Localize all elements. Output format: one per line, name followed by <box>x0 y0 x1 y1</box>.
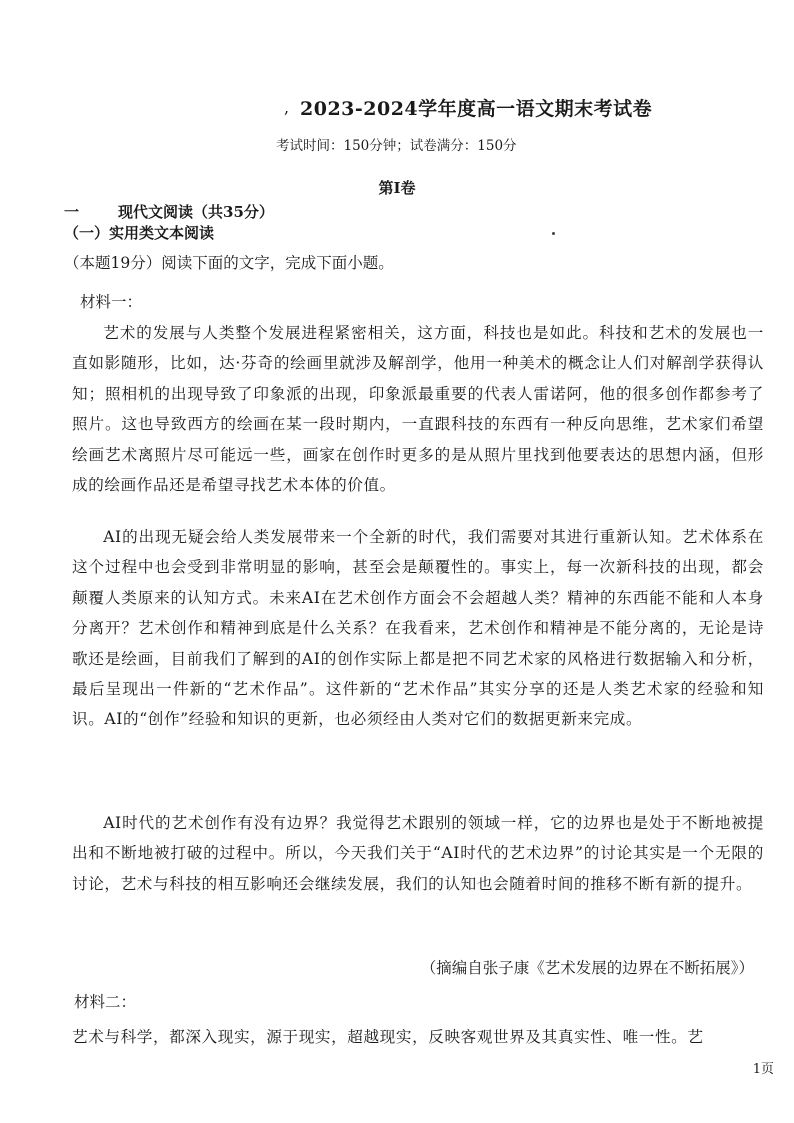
exam-title: 2023-2024学年度高一语文期末考试卷 <box>300 98 653 120</box>
page-number: 1页 <box>752 1062 774 1077</box>
material-two-label: 材料二： <box>74 993 137 1011</box>
scan-speck <box>552 232 555 235</box>
volume-label: 第Ⅰ卷 <box>378 179 416 197</box>
subsection-title: （一）实用类文本阅读 <box>64 224 215 242</box>
question-instruction: （本题19分）阅读下面的文字，完成下面小题。 <box>64 254 394 272</box>
section-heading <box>64 201 274 222</box>
material-one-paragraph-1: 艺术的发展与人类整个发展进程紧密相关，这方面，科技也是如此。科技和艺术的发展也一直如影随形，比如，达·芬奇的绘画里就涉及解剖学，他用一种美术的概念让人们对解剖学获得认知；照相机的出现导致了印象派的出现，印象派最重要的代表人雷诺阿，他的很多创作都参考了照片。这也导致西方的绘画在某一段时期内，一直跟科技的东西有一种反向思维，艺术家们希望绘画艺术离照片尽可能远一些，画家在创作时更多的是从照片里找到他要表达的思想内涵，但形成的绘画作品还是希望寻找艺术本体的价值。 <box>72 324 764 495</box>
material-two-paragraph-start: 艺术与科学，都深入现实，源于现实，超越现实，反映客观世界及其真实性、唯一性。艺 <box>72 1028 704 1046</box>
material-one-paragraph-2: AI的出现无疑会给人类发展带来一个全新的时代，我们需要对其进行重新认知。艺术体系在这个过程中也会受到非常明显的影响，甚至会是颠覆性的。事实上，每一次新科技的出现，都会颠覆人类原来的认知方式。未来AI在艺术创作方面会不会超越人类？精神的东西能不能和人本身分离开？艺术创作和精神到底是什么关系？在我看来，艺术创作和精神是不能分离的，无论是诗歌还是绘画，目前我们了解到的AI的创作实际上都是把不同艺术家的风格进行数据输入和分析，最后呈现出一件新的“艺术作品”。这件新的“艺术作品”其实分享的还是人类艺术家的经验和知识。AI的“创作”经验和知识的更新，也必须经由人类对它们的数据更新来完成。 <box>72 528 764 729</box>
material-one-paragraph-3: AI时代的艺术创作有没有边界？我觉得艺术跟别的领域一样，它的边界也是处于不断地被提出和不断地被打破的过程中。所以，今天我们关于“AI时代的艺术边界”的讨论其实是一个无限的讨论，艺术与科技的相互影响还会继续发展，我们的认知也会随着时间的推移不断有新的提升。 <box>72 814 764 893</box>
material-one-label: 材料一： <box>80 293 143 311</box>
section-title: 现代文阅读（共35分） <box>118 203 274 221</box>
stray-mark: , <box>284 98 290 117</box>
material-one-source: （摘编自张子康《艺术发展的边界在不断拓展》） <box>420 959 754 977</box>
exam-subtitle: 考试时间：150分钟；试卷满分：150分 <box>276 138 517 154</box>
section-number: 一 <box>64 203 80 221</box>
